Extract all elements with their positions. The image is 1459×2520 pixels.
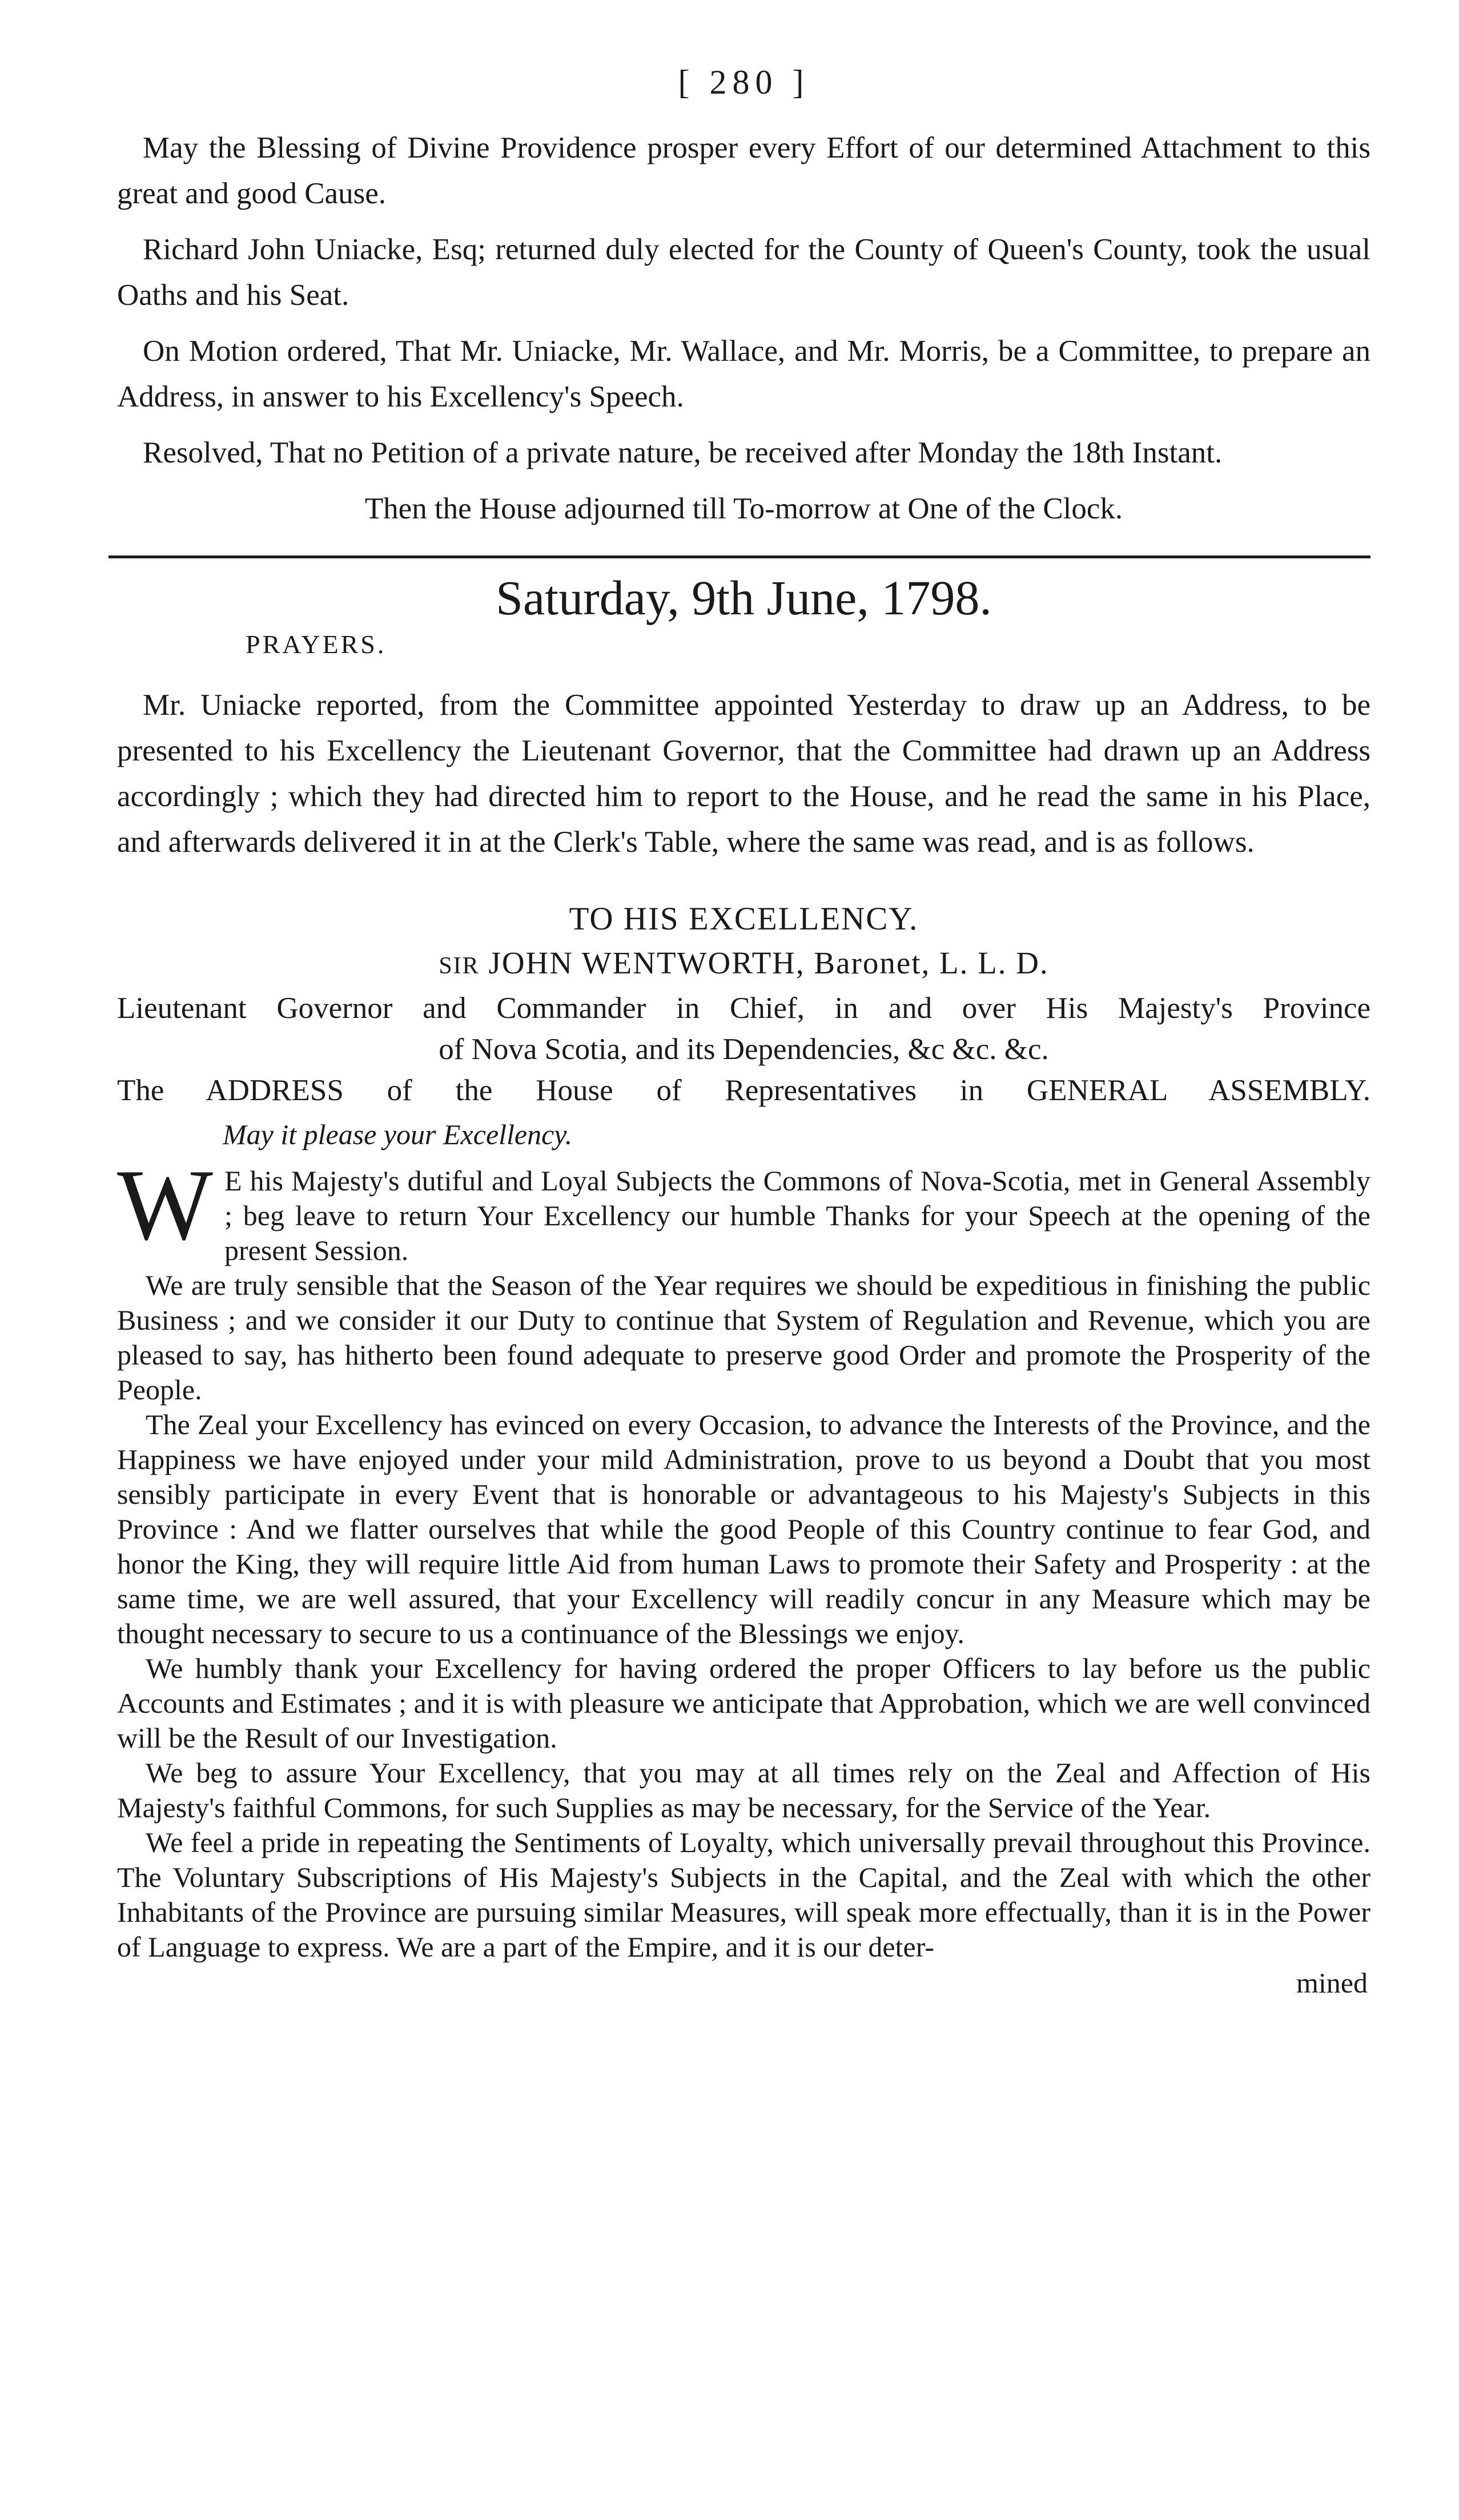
committee-report: Mr. Uniacke reported, from the Committee appointed Yesterday to draw up an Address, to be presented to his Excellency the Lieutenant Governor, that the Committee had drawn up an Address accordingly ; which they had directed him to report to the House, and he read the same in his Place, and afterwards delivered it in at the Clerk's Table, where the same was read, and is as follows. xyxy=(117,689,1370,859)
governor-title-line: Lieutenant Governor and Commander in Chief, in and over His Majesty's Province xyxy=(117,992,1370,1025)
salutation: May it please your Excellency. xyxy=(223,1118,573,1150)
drop-cap: W xyxy=(117,1148,214,1261)
address-paragraph xyxy=(117,1148,1370,1268)
recipient-full-name: JOHN WENTWORTH, Baronet, L. L. D. xyxy=(488,945,1049,980)
address-paragraph-text: E his Majesty's dutiful and Loyal Subjects the Commons of Nova-Scotia, met in General Assembly ; beg leave to return Your Excellency our humble Thanks for your Speech at the opening of the present Session. xyxy=(224,1165,1370,1266)
address-paragraph: We are truly sensible that the Season of the Year requires we should be expeditious in finishing the public Business ; and we consider it our Duty to continue that System of Regulation and Revenue, which you are pleased to say, has hitherto been found adequate to preserve good Order and promote the Prosperity of the People. xyxy=(117,1269,1370,1406)
governor-title-line-2: of Nova Scotia, and its Dependencies, &c &c. &c. xyxy=(439,1033,1049,1066)
date-heading: Saturday, 9th June, 1798. xyxy=(496,570,992,625)
catchword: mined xyxy=(1296,1967,1368,1999)
opening-paragraph: May the Blessing of Divine Providence prosper every Effort of our determined Attachment to this great and good Cause. xyxy=(117,131,1370,210)
address-title: The ADDRESS of the House of Representatives in GENERAL ASSEMBLY. xyxy=(117,1074,1370,1107)
address-paragraph: We beg to assure Your Excellency, that you may at all times rely on the Zeal and Affection of His Majesty's faithful Commons, for such Supplies as may be necessary, for the Service of the Year. xyxy=(117,1757,1370,1823)
prayers-label: PRAYERS. xyxy=(246,630,387,659)
page-number: [ 280 ] xyxy=(678,63,810,101)
address-paragraph: We feel a pride in repeating the Sentiments of Loyalty, which universally prevail throughout this Province. The Voluntary Subscriptions of His Majesty's Subjects in the Capital, and the Zeal with which the other Inhabitants of the Province are pursuing similar Measures, will speak more effectually, than it is in the Power of Language to express. We are a part of the Empire, and it is our deter- xyxy=(117,1826,1370,1963)
opening-paragraph: On Motion ordered, That Mr. Uniacke, Mr. Wallace, and Mr. Morris, be a Committee, to prepare an Address, in answer to his Excellency's Speech. xyxy=(117,335,1370,413)
address-paragraph: The Zeal your Excellency has evinced on every Occasion, to advance the Interests of the Province, and the Happiness we have enjoyed under your mild Administration, prove to us beyond a Doubt that you most sensibly participate in every Event that is honorable or advantageous to his Majesty's Subjects in this Province : And we flatter ourselves that while the good People of this Country continue to fear God, and honor the King, they will require little Aid from human Laws to promote their Safety and Prosperity : at the same time, we are well assured, that your Excellency will readily concur in any Measure which may be thought necessary to secure to us a continuance of the Blessings we enjoy. xyxy=(117,1408,1370,1649)
section-divider xyxy=(108,555,1370,558)
opening-paragraph: Richard John Uniacke, Esq; returned duly elected for the County of Queen's County, took the usual Oaths and his Seat. xyxy=(117,233,1370,312)
adjournment-line: Then the House adjourned till To-morrow at One of the Clock. xyxy=(364,492,1123,525)
address-recipient: TO HIS EXCELLENCY. xyxy=(569,901,919,937)
recipient-prefix: SIR xyxy=(439,953,480,979)
opening-paragraph: Resolved, That no Petition of a private nature, be received after Monday the 18th Instant. xyxy=(143,436,1223,469)
recipient-name xyxy=(117,941,1370,988)
address-body xyxy=(117,1148,1370,1965)
opening-section xyxy=(117,125,1370,532)
address-paragraph: We humbly thank your Excellency for having ordered the proper Officers to lay before us the public Accounts and Estimates ; and it is with pleasure we anticipate that Approbation, which we are well convinced will be the Result of our Investigation. xyxy=(117,1652,1370,1754)
